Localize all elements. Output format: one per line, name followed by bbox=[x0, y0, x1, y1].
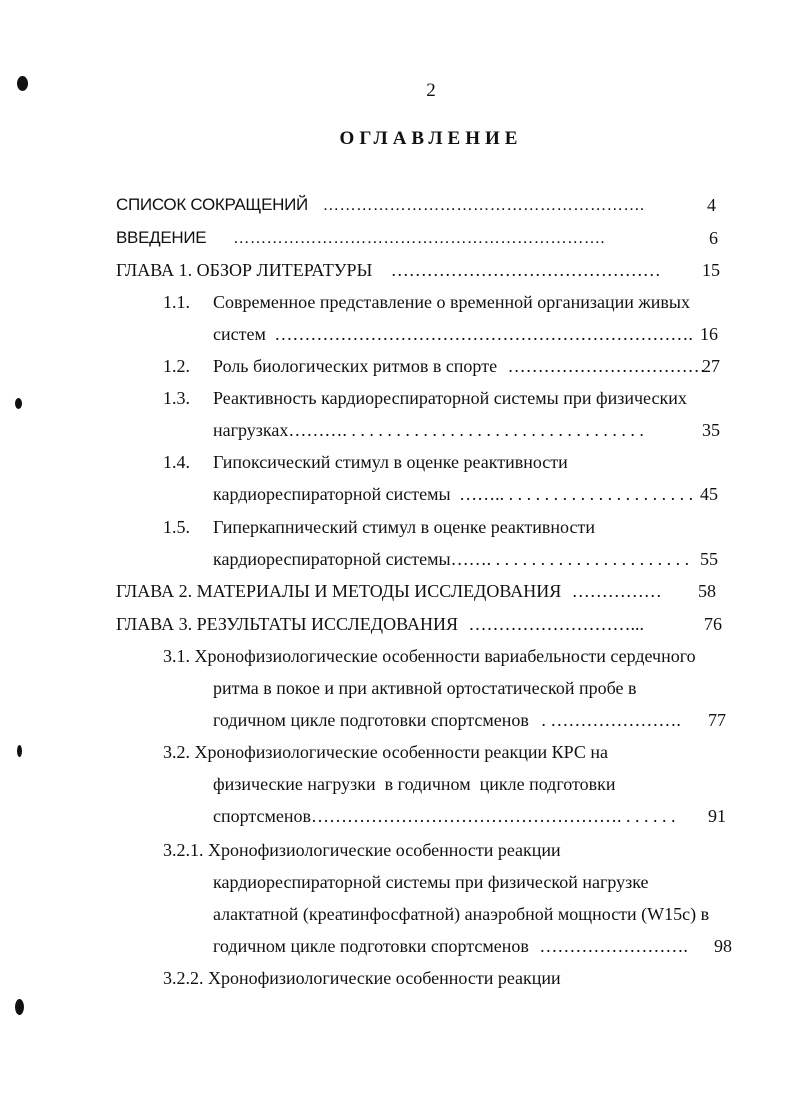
scan-mark bbox=[15, 999, 24, 1015]
toc-entry-label: кардиореспираторной системы bbox=[213, 549, 451, 569]
toc-page-number: 16 bbox=[700, 324, 718, 344]
toc-leader-dots: …………………………… bbox=[507, 356, 706, 376]
toc-entry-label: Хронофизиологические особенности реакции bbox=[208, 840, 561, 860]
toc-leader-dots: …………………………………………………………. bbox=[232, 228, 605, 247]
toc-entry-3-2-cont[interactable] bbox=[213, 773, 616, 795]
page-number: 2 bbox=[426, 80, 436, 101]
toc-entry-1-1-cont[interactable] bbox=[213, 323, 693, 345]
toc-entry-3-1-cont[interactable] bbox=[213, 677, 637, 699]
toc-leader-dots: ……………………………………………………………. bbox=[274, 324, 693, 344]
toc-page-number: 27 bbox=[702, 356, 720, 376]
toc-entry-3-1[interactable] bbox=[163, 645, 696, 667]
toc-entry-1-5[interactable] bbox=[163, 516, 595, 538]
toc-entry-label: годичном цикле подготовки спортсменов bbox=[213, 936, 529, 956]
toc-entry-label: ГЛАВА 1. ОБЗОР ЛИТЕРАТУРЫ bbox=[116, 260, 373, 280]
toc-entry-3-2-2[interactable] bbox=[163, 967, 561, 989]
toc-entry-3-1-cont[interactable] bbox=[213, 709, 681, 731]
toc-entry-number: 3.2.1. bbox=[163, 840, 204, 860]
toc-entry-label: СПИСОК СОКРАЩЕНИЙ bbox=[116, 195, 308, 214]
toc-leader-dots: ………………………... bbox=[468, 614, 644, 634]
toc-leader-dots: . …………………. bbox=[541, 710, 681, 730]
toc-entry-label: Хронофизиологические особенности вариабельности сердечного bbox=[194, 646, 696, 666]
toc-page-number: 4 bbox=[707, 195, 716, 215]
toc-entry-chapter-1[interactable] bbox=[116, 259, 661, 281]
toc-leader-dots: ……………………………………… bbox=[390, 260, 661, 280]
toc-entry-label: Гиперкапнический стимул в оценке реактивности bbox=[213, 517, 595, 537]
toc-entry-label: ГЛАВА 3. РЕЗУЛЬТАТЫ ИССЛЕДОВАНИЯ bbox=[116, 614, 458, 634]
toc-entry-label: ВВЕДЕНИЕ bbox=[116, 228, 207, 247]
toc-page-number: 6 bbox=[709, 228, 718, 248]
toc-entry-1-1[interactable] bbox=[163, 291, 690, 313]
toc-leader-dots: ……………………………………………. . . . . . . bbox=[310, 806, 676, 826]
toc-entry-3-2[interactable] bbox=[163, 741, 608, 763]
toc-entry-3-2-1-cont[interactable] bbox=[213, 903, 709, 925]
toc-page-number: 45 bbox=[700, 484, 718, 504]
toc-entry-label: спортсменов bbox=[213, 806, 311, 826]
toc-entry-label: систем bbox=[213, 324, 266, 344]
toc-entry-number: 1.3. bbox=[163, 388, 190, 408]
toc-entry-label: алактатной (креатинфосфатной) анаэробной мощности (W15c) в bbox=[213, 904, 710, 924]
toc-leader-dots: …………………………………………………. bbox=[322, 195, 645, 214]
toc-entry-number: 1.2. bbox=[163, 356, 190, 376]
toc-page-number: 77 bbox=[708, 710, 726, 730]
toc-page-number: 15 bbox=[702, 260, 720, 280]
toc-entry-number: 1.1. bbox=[163, 292, 190, 312]
toc-entry-number: 1.4. bbox=[163, 452, 190, 472]
toc-entry-1-5-cont[interactable] bbox=[213, 548, 689, 570]
toc-entry-number: 1.5. bbox=[163, 517, 190, 537]
toc-leader-dots: ………. . . . . . . . . . . . . . . . . . . . . . . . . . . . . . . . . . bbox=[288, 420, 644, 440]
toc-entry-1-3-cont[interactable] bbox=[213, 419, 644, 441]
toc-leader-dots: …….. . . . . . . . . . . . . . . . . . . . . . bbox=[459, 484, 694, 504]
toc-entry-introduction[interactable] bbox=[116, 227, 605, 249]
toc-entry-chapter-3[interactable] bbox=[116, 613, 644, 635]
toc-leader-dots: …………… bbox=[571, 581, 662, 601]
toc-entry-label: нагрузках bbox=[213, 420, 289, 440]
toc-page-number: 55 bbox=[700, 549, 718, 569]
toc-entry-chapter-2[interactable] bbox=[116, 580, 662, 602]
toc-entry-label: Реактивность кардиореспираторной системы при физических bbox=[213, 388, 687, 408]
toc-page-number: 58 bbox=[698, 581, 716, 601]
toc-entry-label: Современное представление о временной организации живых bbox=[213, 292, 691, 312]
toc-entry-1-3[interactable] bbox=[163, 387, 687, 409]
toc-page-number: 35 bbox=[702, 420, 720, 440]
toc-entry-number: 3.2. bbox=[163, 742, 190, 762]
toc-entry-3-2-1[interactable] bbox=[163, 839, 561, 861]
toc-entry-label: кардиореспираторной системы при физической нагрузке bbox=[213, 872, 649, 892]
toc-leader-dots: ……. . . . . . . . . . . . . . . . . . . . . . . bbox=[450, 549, 690, 569]
toc-page-number: 98 bbox=[714, 936, 732, 956]
toc-entry-label: кардиореспираторной системы bbox=[213, 484, 451, 504]
toc-entry-label: ГЛАВА 2. МАТЕРИАЛЫ И МЕТОДЫ ИССЛЕДОВАНИЯ bbox=[116, 581, 562, 601]
toc-entry-label: физические нагрузки в годичном цикле подготовки bbox=[213, 774, 616, 794]
toc-title: ОГЛАВЛЕНИЕ bbox=[339, 128, 523, 149]
toc-entry-label: Гипоксический стимул в оценке реактивности bbox=[213, 452, 568, 472]
toc-entry-label: Хронофизиологические особенности реакции bbox=[208, 968, 561, 988]
scan-mark bbox=[17, 745, 22, 757]
toc-entry-label: ритма в покое и при активной ортостатической пробе в bbox=[213, 678, 637, 698]
toc-entry-label: годичном цикле подготовки спортсменов bbox=[213, 710, 529, 730]
toc-entry-1-4-cont[interactable] bbox=[213, 483, 693, 505]
toc-leader-dots: ……………………. bbox=[539, 936, 688, 956]
toc-entry-3-2-1-cont[interactable] bbox=[213, 935, 688, 957]
scan-mark bbox=[15, 398, 22, 409]
toc-entry-3-2-1-cont[interactable] bbox=[213, 871, 649, 893]
toc-entry-label: Роль биологических ритмов в спорте bbox=[213, 356, 498, 376]
toc-entry-number: 3.1. bbox=[163, 646, 190, 666]
toc-page-number: 91 bbox=[708, 806, 726, 826]
toc-entry-label: Хронофизиологические особенности реакции КРС на bbox=[194, 742, 609, 762]
toc-entry-number: 3.2.2. bbox=[163, 968, 204, 988]
toc-entry-abbreviations[interactable] bbox=[116, 194, 644, 216]
toc-entry-1-4[interactable] bbox=[163, 451, 568, 473]
toc-entry-3-2-cont[interactable] bbox=[213, 805, 675, 827]
toc-entry-1-2[interactable] bbox=[163, 355, 706, 377]
toc-page-number: 76 bbox=[704, 614, 722, 634]
